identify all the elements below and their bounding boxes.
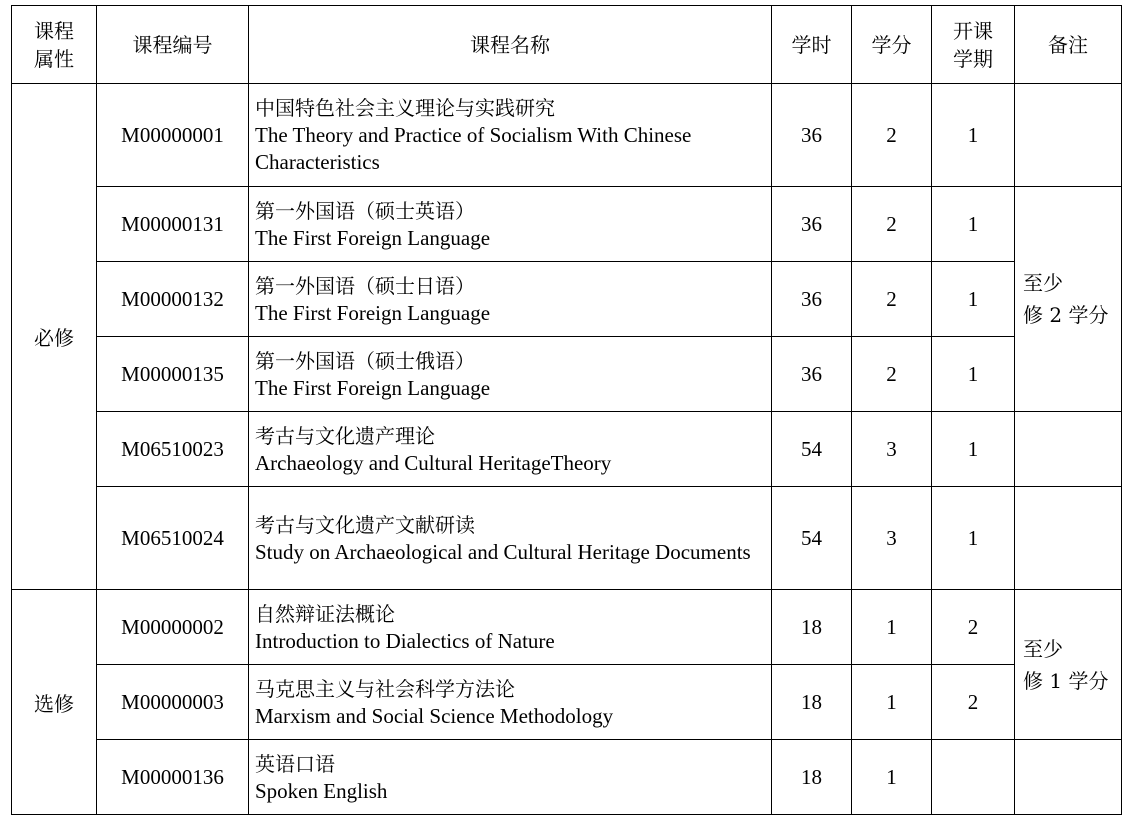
course-hours: 18 (772, 590, 852, 665)
course-term: 1 (932, 412, 1015, 487)
course-hours: 36 (772, 84, 852, 187)
course-term: 1 (932, 262, 1015, 337)
course-credits: 1 (852, 590, 932, 665)
course-hours: 54 (772, 487, 852, 590)
course-name-en: The First Foreign Language (255, 300, 491, 325)
course-term: 1 (932, 84, 1015, 187)
course-name-zh: 英语口语 (255, 751, 335, 776)
course-name-en: The First Foreign Language (255, 225, 491, 250)
course-code: M06510023 (97, 412, 249, 487)
course-term: 1 (932, 187, 1015, 262)
course-term (932, 740, 1015, 815)
header-term-line2: 学期 (953, 46, 993, 71)
course-term: 1 (932, 487, 1015, 590)
course-credits: 3 (852, 412, 932, 487)
course-name (249, 262, 772, 337)
course-hours: 36 (772, 337, 852, 412)
table-row (12, 665, 1122, 740)
course-table (11, 5, 1122, 815)
course-name (249, 665, 772, 740)
course-name-zh: 考古与文化遗产文献研读 (255, 512, 475, 537)
course-code: M00000002 (97, 590, 249, 665)
group-note-elective (1015, 590, 1122, 740)
course-name-zh: 自然辩证法概论 (255, 601, 395, 626)
course-name-zh: 第一外国语（硕士日语） (255, 273, 475, 298)
course-hours: 36 (772, 262, 852, 337)
table-row (12, 412, 1122, 487)
table-row (12, 84, 1122, 187)
table-row (12, 740, 1122, 815)
header-note: 备注 (1015, 6, 1122, 84)
group-label-required: 必修 (12, 84, 97, 590)
header-term (932, 6, 1015, 84)
course-hours: 36 (772, 187, 852, 262)
course-name (249, 412, 772, 487)
course-name-zh: 马克思主义与社会科学方法论 (255, 676, 515, 701)
course-name-en: Introduction to Dialectics of Nature (255, 628, 555, 653)
course-name-zh: 中国特色社会主义理论与实践研究 (255, 96, 555, 120)
course-name (249, 740, 772, 815)
header-attr-line2: 属性 (34, 46, 74, 71)
header-hours: 学时 (772, 6, 852, 84)
course-credits: 1 (852, 665, 932, 740)
course-term: 2 (932, 590, 1015, 665)
course-name (249, 487, 772, 590)
table-row (12, 590, 1122, 665)
course-credits: 2 (852, 84, 932, 187)
course-note-empty (1015, 84, 1122, 187)
note-line1: 至少 (1023, 271, 1063, 295)
course-name-en: Archaeology and Cultural HeritageTheory (255, 450, 612, 475)
course-code: M06510024 (97, 487, 249, 590)
table-row (12, 187, 1122, 262)
note-line2: 修 2 学分 (1023, 303, 1109, 327)
course-note-empty (1015, 740, 1122, 815)
table-row (12, 487, 1122, 590)
course-code: M00000136 (97, 740, 249, 815)
note-line1: 至少 (1023, 636, 1063, 661)
course-credits: 3 (852, 487, 932, 590)
course-name (249, 84, 772, 187)
note-line2: 修 1 学分 (1023, 668, 1109, 693)
course-name (249, 187, 772, 262)
group-label-elective: 选修 (12, 590, 97, 815)
header-term-line1: 开课 (953, 18, 993, 43)
course-credits: 1 (852, 740, 932, 815)
course-hours: 54 (772, 412, 852, 487)
course-code: M00000131 (97, 187, 249, 262)
course-code: M00000001 (97, 84, 249, 187)
course-term: 2 (932, 665, 1015, 740)
course-term: 1 (932, 337, 1015, 412)
header-course-name: 课程名称 (249, 6, 772, 84)
course-credits: 2 (852, 187, 932, 262)
table-row (12, 337, 1122, 412)
table-header-row (12, 6, 1122, 84)
course-name (249, 337, 772, 412)
table-row (12, 262, 1122, 337)
course-name-en: Spoken English (255, 778, 388, 803)
course-code: M00000132 (97, 262, 249, 337)
course-code: M00000003 (97, 665, 249, 740)
group-note-required (1015, 187, 1122, 412)
course-code: M00000135 (97, 337, 249, 412)
header-credits: 学分 (852, 6, 932, 84)
header-course-code: 课程编号 (97, 6, 249, 84)
course-note-empty (1015, 412, 1122, 487)
course-name-zh: 第一外国语（硕士英语） (255, 198, 475, 223)
header-course-attribute (12, 6, 97, 84)
course-name-en: Study on Archaeological and Cultural Heritage Documents (255, 539, 751, 564)
course-name-en: The Theory and Practice of Socialism With Chinese Characteristics (255, 123, 692, 174)
course-name-en: Marxism and Social Science Methodology (255, 703, 614, 728)
course-hours: 18 (772, 740, 852, 815)
course-credits: 2 (852, 337, 932, 412)
course-name-zh: 考古与文化遗产理论 (255, 423, 435, 448)
course-hours: 18 (772, 665, 852, 740)
header-attr-line1: 课程 (34, 18, 74, 43)
course-name (249, 590, 772, 665)
course-name-en: The First Foreign Language (255, 375, 491, 400)
course-credits: 2 (852, 262, 932, 337)
course-name-zh: 第一外国语（硕士俄语） (255, 348, 475, 373)
course-note-empty (1015, 487, 1122, 590)
course-table-wrapper (11, 5, 1122, 815)
